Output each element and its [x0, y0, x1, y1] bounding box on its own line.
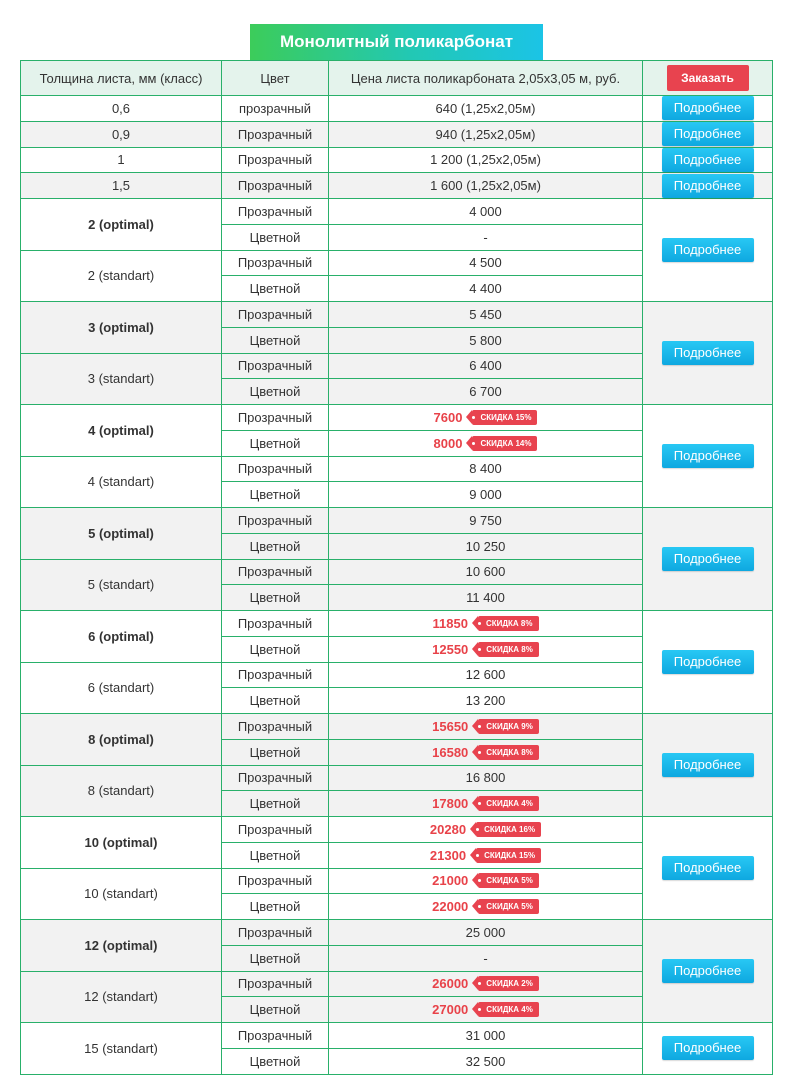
color-cell: Цветной	[222, 379, 329, 405]
thickness-cell: 0,6	[21, 96, 222, 122]
price-table	[20, 60, 773, 1075]
price-cell	[329, 405, 643, 431]
thickness-label: 3 (optimal)	[88, 319, 154, 335]
color-cell: Прозрачный	[222, 250, 329, 276]
sale-price: 20280	[429, 821, 467, 837]
color-cell: Цветной	[222, 842, 329, 868]
color-cell: Прозрачный	[222, 714, 329, 740]
color-cell: Прозрачный	[222, 1023, 329, 1049]
details-button[interactable]: Подробнее	[662, 959, 754, 983]
details-cell	[643, 714, 773, 817]
color-cell: Прозрачный	[222, 508, 329, 534]
thickness-cell	[21, 817, 222, 869]
color-cell: Прозрачный	[222, 302, 329, 328]
details-button[interactable]: Подробнее	[662, 856, 754, 880]
thickness-cell	[21, 920, 222, 972]
thickness-cell: 15 (standart)	[21, 1023, 222, 1075]
color-cell: Цветной	[222, 636, 329, 662]
sale-price: 26000	[432, 976, 469, 992]
table-row	[21, 121, 773, 147]
details-button[interactable]: Подробнее	[662, 1036, 754, 1060]
table-row	[21, 405, 773, 431]
details-cell	[643, 96, 773, 122]
thickness-cell	[21, 714, 222, 766]
discount-badge: СКИДКА 15%	[472, 410, 537, 425]
thickness-cell: 1	[21, 147, 222, 173]
thickness-label: 6 (optimal)	[88, 628, 154, 644]
price-cell: 31 000	[329, 1023, 643, 1049]
price-cell	[329, 611, 643, 637]
sale-price-group	[432, 873, 539, 888]
table-row	[21, 96, 773, 122]
price-cell: 10 250	[329, 533, 643, 559]
header-price: Цена листа поликарбоната 2,05х3,05 м, руб.	[329, 61, 643, 96]
thickness-label: 10 (optimal)	[84, 834, 158, 850]
thickness-cell: 0,9	[21, 121, 222, 147]
color-cell: Цветной	[222, 224, 329, 250]
thickness-cell: 10 (standart)	[21, 868, 222, 920]
sale-price-group	[432, 642, 539, 657]
header-thickness: Толщина листа, мм (класс)	[21, 61, 222, 96]
price-cell	[329, 739, 643, 765]
thickness-cell: 6 (standart)	[21, 662, 222, 714]
table-row	[21, 508, 773, 534]
price-cell: 5 800	[329, 327, 643, 353]
details-button[interactable]: Подробнее	[662, 238, 754, 262]
sale-price-group	[430, 848, 541, 863]
color-cell: Прозрачный	[222, 971, 329, 997]
details-button[interactable]: Подробнее	[662, 753, 754, 777]
discount-badge: СКИДКА 5%	[478, 873, 539, 888]
sale-price-group	[434, 410, 538, 425]
color-cell: Цветной	[222, 997, 329, 1023]
details-cell	[643, 508, 773, 611]
sale-price: 21000	[432, 873, 469, 889]
color-cell: прозрачный	[222, 96, 329, 122]
sale-price-group	[433, 616, 539, 631]
color-cell: Прозрачный	[222, 173, 329, 199]
color-cell: Цветной	[222, 585, 329, 611]
price-cell	[329, 817, 643, 843]
sale-price: 12550	[432, 641, 469, 657]
color-cell: Цветной	[222, 276, 329, 302]
sale-price-group	[432, 796, 539, 811]
color-cell: Цветной	[222, 791, 329, 817]
thickness-cell: 4 (standart)	[21, 456, 222, 508]
table-row	[21, 817, 773, 843]
price-cell: 1 200 (1,25х2,05м)	[329, 147, 643, 173]
price-cell: 11 400	[329, 585, 643, 611]
color-cell: Цветной	[222, 894, 329, 920]
discount-badge: СКИДКА 16%	[476, 822, 541, 837]
sale-price-group	[432, 976, 539, 991]
thickness-cell: 5 (standart)	[21, 559, 222, 611]
table-title: Монолитный поликарбонат	[250, 24, 543, 60]
sale-price-group	[432, 719, 539, 734]
price-cell: 4 400	[329, 276, 643, 302]
details-button[interactable]: Подробнее	[662, 122, 754, 146]
header-order-cell	[643, 61, 773, 96]
sale-price: 15650	[432, 718, 469, 734]
sale-price-group	[432, 1002, 539, 1017]
price-cell: -	[329, 224, 643, 250]
thickness-cell	[21, 302, 222, 354]
color-cell: Прозрачный	[222, 456, 329, 482]
table-row	[21, 1023, 773, 1049]
price-cell: 940 (1,25х2,05м)	[329, 121, 643, 147]
table-row	[21, 147, 773, 173]
discount-badge: СКИДКА 9%	[478, 719, 539, 734]
table-row	[21, 920, 773, 946]
color-cell: Цветной	[222, 1048, 329, 1074]
discount-badge: СКИДКА 8%	[478, 745, 539, 760]
details-cell	[643, 817, 773, 920]
details-cell	[643, 611, 773, 714]
thickness-cell: 1,5	[21, 173, 222, 199]
price-cell	[329, 791, 643, 817]
sale-price-group	[432, 899, 539, 914]
details-button[interactable]: Подробнее	[662, 174, 754, 198]
thickness-cell: 12 (standart)	[21, 971, 222, 1023]
color-cell: Цветной	[222, 430, 329, 456]
color-cell: Прозрачный	[222, 868, 329, 894]
color-cell: Прозрачный	[222, 662, 329, 688]
color-cell: Цветной	[222, 327, 329, 353]
price-cell: 5 450	[329, 302, 643, 328]
thickness-label: 4 (optimal)	[88, 422, 154, 438]
header-color: Цвет	[222, 61, 329, 96]
price-cell: 8 400	[329, 456, 643, 482]
details-cell	[643, 147, 773, 173]
price-cell: 640 (1,25х2,05м)	[329, 96, 643, 122]
price-cell	[329, 842, 643, 868]
details-button[interactable]: Подробнее	[662, 444, 754, 468]
color-cell: Цветной	[222, 688, 329, 714]
color-cell: Прозрачный	[222, 199, 329, 225]
discount-badge: СКИДКА 15%	[476, 848, 541, 863]
thickness-label: 2 (optimal)	[88, 216, 154, 232]
color-cell: Цветной	[222, 533, 329, 559]
thickness-cell: 2 (standart)	[21, 250, 222, 302]
details-button[interactable]: Подробнее	[662, 341, 754, 365]
table-row	[21, 611, 773, 637]
color-cell: Прозрачный	[222, 405, 329, 431]
details-button[interactable]: Подробнее	[662, 148, 754, 172]
details-cell	[643, 302, 773, 405]
color-cell: Прозрачный	[222, 353, 329, 379]
discount-badge: СКИДКА 4%	[478, 796, 539, 811]
price-cell: 6 700	[329, 379, 643, 405]
color-cell: Прозрачный	[222, 611, 329, 637]
price-cell	[329, 997, 643, 1023]
details-button[interactable]: Подробнее	[662, 650, 754, 674]
color-cell: Прозрачный	[222, 765, 329, 791]
price-cell: 6 400	[329, 353, 643, 379]
details-cell	[643, 199, 773, 302]
sale-price-group	[432, 745, 539, 760]
color-cell: Прозрачный	[222, 121, 329, 147]
color-cell: Цветной	[222, 482, 329, 508]
price-cell	[329, 971, 643, 997]
sale-price: 17800	[432, 796, 469, 812]
discount-badge: СКИДКА 8%	[478, 642, 539, 657]
table-row	[21, 173, 773, 199]
price-cell: -	[329, 945, 643, 971]
sale-price: 7600	[433, 409, 463, 425]
details-cell	[643, 1023, 773, 1075]
table-row	[21, 302, 773, 328]
thickness-label: 8 (optimal)	[88, 731, 154, 747]
details-cell	[643, 173, 773, 199]
thickness-cell	[21, 508, 222, 560]
details-cell	[643, 920, 773, 1023]
discount-badge: СКИДКА 8%	[478, 616, 539, 631]
color-cell: Цветной	[222, 945, 329, 971]
discount-badge: СКИДКА 14%	[472, 436, 537, 451]
price-cell	[329, 714, 643, 740]
sale-price-group	[434, 436, 538, 451]
price-cell: 9 000	[329, 482, 643, 508]
sale-price: 21300	[429, 847, 467, 863]
thickness-cell	[21, 405, 222, 457]
color-cell: Прозрачный	[222, 920, 329, 946]
thickness-cell: 3 (standart)	[21, 353, 222, 405]
price-cell: 4 000	[329, 199, 643, 225]
thickness-cell	[21, 199, 222, 251]
discount-badge: СКИДКА 4%	[478, 1002, 539, 1017]
price-cell: 16 800	[329, 765, 643, 791]
price-cell	[329, 894, 643, 920]
price-cell: 12 600	[329, 662, 643, 688]
sale-price: 8000	[433, 435, 463, 451]
order-button[interactable]: Заказать	[667, 65, 749, 91]
thickness-cell: 8 (standart)	[21, 765, 222, 817]
details-cell	[643, 121, 773, 147]
discount-badge: СКИДКА 2%	[478, 976, 539, 991]
price-cell: 13 200	[329, 688, 643, 714]
thickness-cell	[21, 611, 222, 663]
price-cell	[329, 636, 643, 662]
sale-price-group	[430, 822, 541, 837]
price-cell: 1 600 (1,25х2,05м)	[329, 173, 643, 199]
details-button[interactable]: Подробнее	[662, 96, 754, 120]
thickness-label: 5 (optimal)	[88, 525, 154, 541]
table-row	[21, 714, 773, 740]
sale-price: 27000	[432, 1002, 469, 1018]
color-cell: Цветной	[222, 739, 329, 765]
price-cell: 32 500	[329, 1048, 643, 1074]
details-cell	[643, 405, 773, 508]
details-button[interactable]: Подробнее	[662, 547, 754, 571]
price-cell: 10 600	[329, 559, 643, 585]
sale-price: 22000	[432, 899, 469, 915]
sale-price: 16580	[432, 744, 469, 760]
thickness-label: 12 (optimal)	[84, 937, 158, 953]
price-cell	[329, 430, 643, 456]
price-cell	[329, 868, 643, 894]
price-cell: 25 000	[329, 920, 643, 946]
price-cell: 9 750	[329, 508, 643, 534]
price-cell: 4 500	[329, 250, 643, 276]
color-cell: Прозрачный	[222, 147, 329, 173]
table-row	[21, 199, 773, 225]
discount-badge: СКИДКА 5%	[478, 899, 539, 914]
table-body	[21, 96, 773, 1075]
color-cell: Прозрачный	[222, 817, 329, 843]
color-cell: Прозрачный	[222, 559, 329, 585]
header-row	[21, 61, 773, 96]
sale-price: 11850	[432, 615, 468, 631]
